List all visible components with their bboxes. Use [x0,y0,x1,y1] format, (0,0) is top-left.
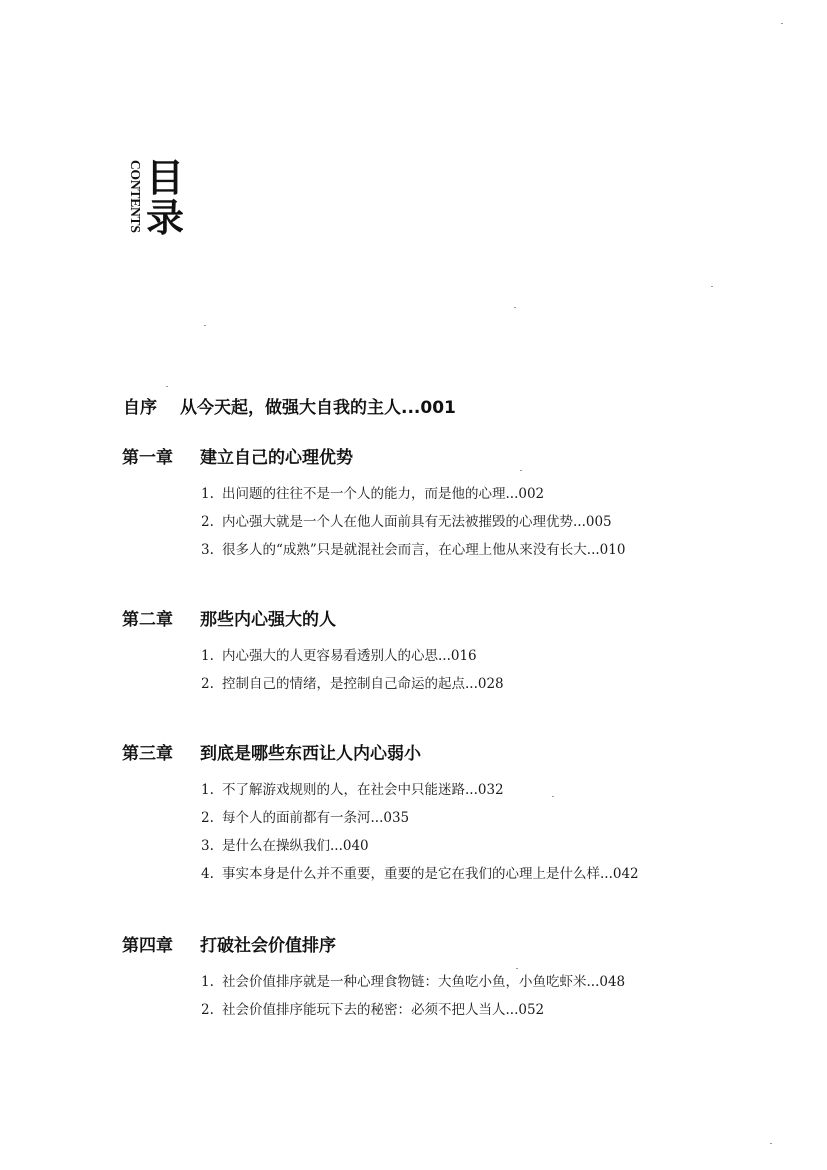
chapter-title [122,608,742,632]
chapter-2 [122,608,742,704]
chapter-title [122,742,742,766]
contents-english-label: CONTENTS [128,160,143,233]
scan-speck [781,23,783,24]
chapter-number: 第四章 [122,936,173,956]
toc-item [201,1002,742,1019]
chapter-title [122,446,742,470]
chapter-title [122,934,742,958]
toc-item-text: 内心强大就是一个人在他人面前具有无法被摧毁的心理优势...005 [222,514,612,530]
scan-speck [770,1143,772,1144]
scan-speck [166,386,168,387]
toc-item-number: 2. [201,514,214,530]
toc-item-text: 内心强大的人更容易看透别人的心思...016 [222,648,477,664]
contents-chinese-title [146,158,190,238]
chapter-items [201,782,742,883]
toc-item [201,782,742,799]
chapter-name: 到底是哪些东西让人内心弱小 [200,744,421,764]
toc-item-text: 不了解游戏规则的人，在社会中只能迷路...032 [222,782,504,798]
toc-item-number: 4. [201,866,214,882]
contents-heading [124,156,194,250]
contents-chinese-char-2: 录 [146,196,185,240]
toc-item [201,486,742,503]
toc-item-number: 3. [201,838,214,854]
preface-entry [123,396,456,420]
toc-item-number: 2. [201,1002,214,1018]
toc-item-text: 社会价值排序就是一种心理食物链：大鱼吃小鱼，小鱼吃虾米...048 [222,974,626,990]
toc-item [201,974,742,991]
toc-item-number: 2. [201,676,214,692]
chapter-items [201,486,742,559]
toc-item [201,542,742,559]
toc-item [201,676,742,693]
preface-title: 从今天起，做强大自我的主人...001 [180,398,456,418]
toc-item-text: 社会价值排序能玩下去的秘密：必须不把人当人...052 [222,1002,545,1018]
chapter-items [201,648,742,693]
toc-item-text: 很多人的“成熟”只是就混社会而言，在心理上他从来没有长大...010 [222,542,626,558]
toc-item-number: 1. [201,782,214,798]
toc-item-number: 1. [201,486,214,502]
toc-item-text: 每个人的面前都有一条河...035 [222,810,410,826]
scan-speck [204,325,206,326]
toc-item-text: 是什么在操纵我们...040 [222,838,369,854]
toc-item-number: 1. [201,648,214,664]
scan-speck [516,968,518,969]
chapter-1 [122,446,742,570]
scan-speck [514,307,516,308]
toc-item-text: 出问题的往往不是一个人的能力，而是他的心理...002 [222,486,545,502]
preface-label: 自序 [123,398,157,418]
chapter-3 [122,742,742,894]
toc-item [201,838,742,855]
chapter-number: 第一章 [122,448,173,468]
toc-item-text: 控制自己的情绪，是控制自己命运的起点...028 [222,676,504,692]
toc-item-number: 3. [201,542,214,558]
chapter-name: 那些内心强大的人 [200,610,336,630]
chapter-name: 打破社会价值排序 [200,936,336,956]
chapter-items [201,974,742,1019]
toc-item [201,514,742,531]
toc-item [201,648,742,665]
scan-speck [552,796,554,797]
chapter-number: 第二章 [122,610,173,630]
toc-item [201,810,742,827]
contents-chinese-char-1: 目 [146,156,185,200]
chapter-4 [122,934,742,1030]
scan-speck [520,470,522,471]
toc-item-text: 事实本身是什么并不重要，重要的是它在我们的心理上是什么样...042 [222,866,639,882]
chapter-number: 第三章 [122,744,173,764]
chapter-name: 建立自己的心理优势 [200,448,353,468]
toc-item-number: 1. [201,974,214,990]
toc-item [201,866,742,883]
toc-item-number: 2. [201,810,214,826]
scan-speck [711,286,713,287]
